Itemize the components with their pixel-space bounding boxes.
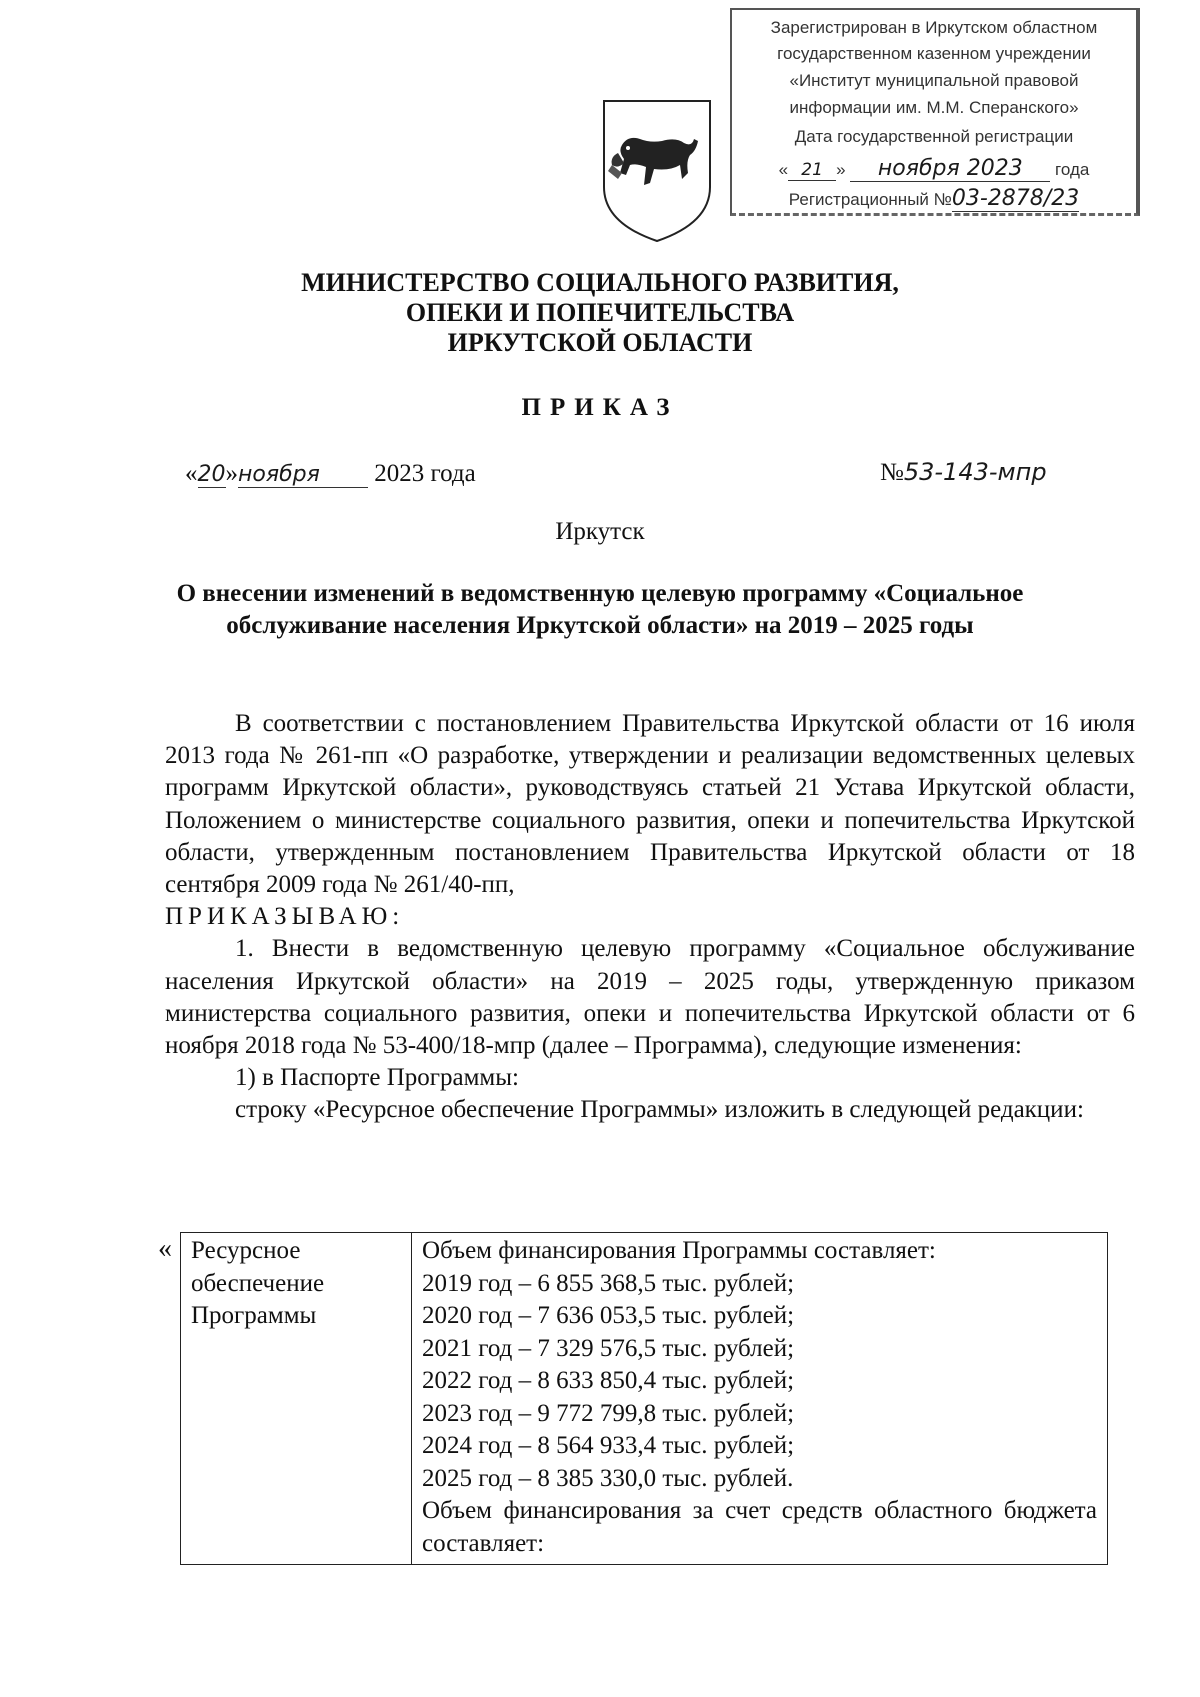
order-date-open: « — [185, 460, 198, 487]
stamp-date-open: « — [778, 160, 789, 179]
edit-instruction-paragraph: строку «Ресурсное обеспечение Программы» изложить в следующей редакции: — [235, 1096, 1084, 1124]
ministry-line: ИРКУТСКОЙ ОБЛАСТИ — [447, 328, 753, 357]
stamp-registration-number — [732, 186, 1136, 212]
stamp-date-year: 2023 — [966, 156, 1023, 181]
order-subject — [150, 578, 1050, 642]
funding-year: 2019 год – 6 855 368,5 тыс. рублей; — [422, 1269, 795, 1297]
funding-year: 2025 год – 8 385 330,0 тыс. рублей. — [422, 1464, 794, 1492]
stamp-reg-label: Регистрационный № — [788, 190, 952, 209]
table-row — [181, 1233, 1108, 1565]
order-body — [165, 708, 1135, 1127]
stamp-date-handwritten — [850, 156, 1050, 182]
city: Иркутск — [555, 518, 645, 545]
stamp-date-month: ноября — [877, 156, 960, 181]
order-date — [185, 460, 476, 488]
stamp-line: информации им. М.М. Сперанского» — [789, 98, 1079, 117]
stamp-date-day: 21 — [788, 160, 836, 181]
resource-table — [180, 1232, 1108, 1565]
funding-intro: Объем финансирования Программы составляет: — [422, 1237, 936, 1264]
order-number-value: 53-143-мпр — [903, 458, 1047, 486]
order-date-year: 2023 года — [374, 460, 476, 487]
stamp-line: Дата государственной регистрации — [794, 127, 1074, 146]
subject-line: обслуживание населения Иркутской области» на 2019 – 2025 годы — [226, 612, 974, 639]
stamp-line: Зарегистрирован в Иркутском областном — [770, 18, 1098, 37]
order-date-month: ноября — [238, 462, 368, 488]
registration-stamp — [730, 8, 1140, 216]
funding-year: 2023 год – 9 772 799,8 тыс. рублей; — [422, 1399, 795, 1427]
ministry-line: ОПЕКИ И ПОПЕЧИТЕЛЬСТВА — [405, 298, 795, 327]
ministry-line: МИНИСТЕРСТВО СОЦИАЛЬНОГО РАЗВИТИЯ, — [301, 268, 899, 297]
order-date-close: » — [225, 460, 238, 487]
funding-year: 2021 год – 7 329 576,5 тыс. рублей; — [422, 1334, 795, 1362]
resource-value-cell — [412, 1233, 1108, 1565]
resource-label-cell: Ресурсное обеспечение Программы — [181, 1233, 412, 1565]
funding-year: 2020 год – 7 636 053,5 тыс. рублей; — [422, 1302, 795, 1329]
table-open-quote: « — [158, 1233, 172, 1264]
subject-line: О внесении изменений в ведомственную целевую программу «Социальное — [176, 580, 1024, 607]
stamp-date-mid: » — [836, 160, 846, 179]
order-number-prefix: № — [880, 459, 904, 486]
ministry-heading — [0, 268, 1200, 358]
funding-regional: Объем финансирования за счет средств областного бюджета составляет: — [422, 1497, 1097, 1557]
stamp-line: «Институт муниципальной правовой — [789, 71, 1079, 90]
funding-year: 2024 год – 8 564 933,4 тыс. рублей; — [422, 1432, 795, 1459]
preamble-paragraph: В соответствии с постановлением Правительства Иркутской области от 16 июля 2013 года № 261-пп «О разработке, утверждении и реализации ведомственных целевых программ Иркутской области», руководствуясь статьей 21 Устава Иркутской области, Положением о министерстве социального развития, опеки и попечительства Иркутской области, утвержденным постановлением Правительства Иркутской области от 18 сентября 2009 года № 261/40-пп, — [165, 710, 1135, 899]
funding-year: 2022 год – 8 633 850,4 тыс. рублей; — [422, 1367, 795, 1394]
stamp-reg-number: 03-2878/23 — [951, 186, 1080, 211]
item-1-1-paragraph: 1) в Паспорте Программы: — [235, 1064, 519, 1092]
coat-of-arms-emblem — [598, 95, 716, 245]
order-title: ПРИКАЗ — [521, 394, 679, 421]
item-1-paragraph: 1. Внести в ведомственную целевую программу «Социальное обслуживание населения Иркутской области» на 2019 – 2025 годы, утвержденную приказом министерства социального развития, опеки и попечительства Иркутской области от 6 ноября 2018 года № 53-400/18-мпр (далее – Программа), следующие изменения: — [165, 935, 1135, 1060]
order-number — [880, 458, 1094, 487]
stamp-line: государственном казенном учреждении — [777, 44, 1091, 63]
stamp-date-suffix: года — [1055, 160, 1090, 179]
order-date-day: 20 — [197, 462, 226, 487]
stamp-registration-date — [732, 156, 1136, 182]
decree-word: ПРИКАЗЫВАЮ: — [165, 903, 405, 931]
